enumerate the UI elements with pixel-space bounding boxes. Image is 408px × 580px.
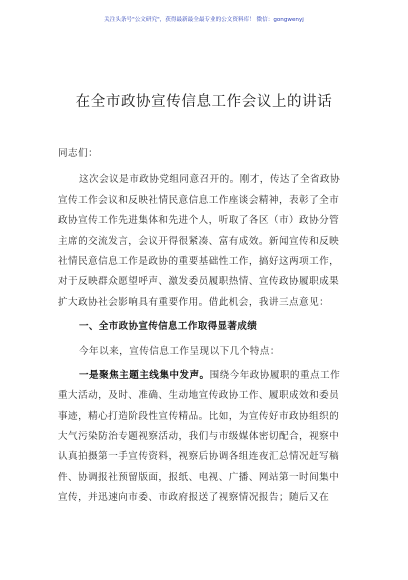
document-body — [58, 138, 364, 509]
greeting: 同志们： — [58, 148, 99, 159]
paragraph-line — [58, 366, 364, 386]
paragraph-line: 事迹，精心打造阶段性宣传精品。比如，为宣传好市政协组织的 — [58, 410, 340, 422]
paragraph-intro — [58, 170, 364, 313]
paragraph-line: 对于反映群众愿望呼声、激发委员履职热情、宣传政协履职成果 — [58, 276, 340, 288]
paragraph-line: 主席的交流发言，会议开得很紧凑、富有成效。新闻宣传和反映 — [58, 235, 340, 247]
paragraph-line: 扩大政协社会影响具有重要作用。借此机会，我讲三点意见： — [58, 296, 330, 308]
paragraph-line: 这次会议是市政协党组同意召开的。刚才，传达了全省政协 — [79, 174, 341, 186]
paragraph-line: 认真拍摄第一手宣传资料，视察后协调各组连夜汇总情况赶写稿 — [58, 451, 340, 463]
paragraph-line: 重大活动，及时、准确、生动地宣传政协工作、履职成效和委员 — [58, 390, 340, 402]
paragraph-line: 政协宣传工作先进集体和先进个人，听取了各区（市）政协分管 — [58, 215, 340, 227]
header-banner: 关注头条号"公文研究"，获得最新最全最专业的公文资料库！ 微信：gongwenyj — [104, 17, 304, 23]
document-title: 在全市政协宣传信息工作会议上的讲话 — [75, 94, 333, 110]
paragraph-line: 件、协调报社预留版面，报纸、电视、广播、网站第一时间集中 — [58, 471, 340, 483]
paragraph-line: 宣传工作会议和反映社情民意信息工作座谈会精神，表彰了全市 — [58, 194, 340, 206]
paragraph-point-one — [58, 366, 364, 509]
paragraph-line: 宣传，并迅速向市委、市政府报送了视察情况报告；随后又在 — [58, 492, 330, 504]
point-text: 围绕今年政协履职的重点工作 — [209, 369, 341, 381]
paragraph-line: 社情民意信息工作是政协的重要基础性工作，搞好这两项工作， — [58, 255, 340, 267]
point-lead: 一是聚焦主题主线集中发声。 — [79, 369, 210, 381]
paragraph-features: 今年以来，宣传信息工作呈现以下几个特点： — [79, 345, 280, 357]
paragraph-line: 大气污染防治专题视察活动，我们与市级媒体密切配合，视察中 — [58, 431, 340, 443]
section-heading: 一、全市政协宣传信息工作取得显著成绩 — [79, 321, 258, 333]
